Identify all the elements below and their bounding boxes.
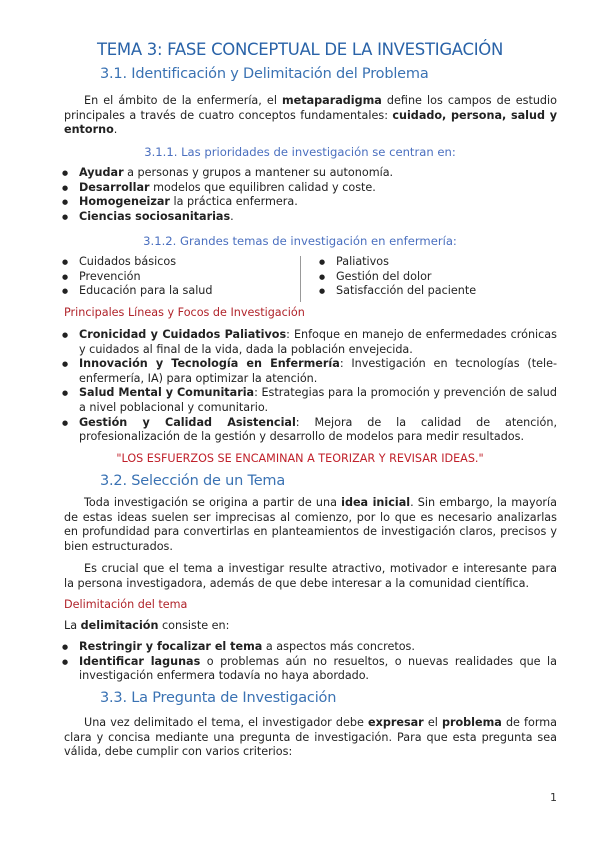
topics-list-right [317,255,557,299]
list-item: ● Cronicidad y Cuidados Paliativos: Enfoque en manejo de enfermedades crónicas y cuidados al final de la vida, dada la población envejecida. [60,328,557,357]
list-item: ● Desarrollar modelos que equilibren calidad y coste. [60,181,557,196]
list-item: ● Prevención [60,270,295,285]
list-item: ● Educación para la salud [60,284,295,299]
list-item: ● Gestión del dolor [317,270,557,285]
list-item: ● Satisfacción del paciente [317,284,557,299]
section-heading-3-2: 3.2. Selección de un Tema [100,473,286,489]
paragraph-idea-inicial: Toda investigación se origina a partir de una idea inicial. Sin embargo, la mayoría de estas ideas suelen ser imprecisas al comienzo, por lo que es necesario analizarlas en profundidad para convertirlas en planteamientos de investigación claros, precisos y bien estructurados. [64,496,557,553]
delimitation-heading: Delimitación del tema [64,598,188,611]
research-lines-list [60,328,557,445]
delimitation-list [60,640,557,684]
list-item: ● Innovación y Tecnología en Enfermería: Investigación en tecnologías (tele-enfermería, IA) para optimizar la atención. [60,357,557,386]
list-item: ● Restringir y focalizar el tema a aspectos más concretos. [60,640,557,655]
lines-heading: Principales Líneas y Focos de Investigación [64,306,305,319]
section-heading-3-1: 3.1. Identificación y Delimitación del Problema [100,66,429,82]
paragraph-interes: Es crucial que el tema a investigar resulte atractivo, motivador e interesante para la persona investigadora, además de que debe interesar a la comunidad científica. [64,562,557,590]
list-item: ● Ciencias sociosanitarias. [60,210,557,225]
list-item: ● Identificar lagunas o problemas aún no resueltos, o nuevas realidades que la investigación enfermera todavía no haya abordado. [60,655,557,684]
section-heading-3-3: 3.3. La Pregunta de Investigación [100,690,337,706]
list-item: ● Homogeneizar la práctica enfermera. [60,195,557,210]
list-item: ● Gestión y Calidad Asistencial: Mejora de la calidad de atención, profesionalización de la gestión y desarrollo de modelos para medir resultados. [60,416,557,445]
page-number: 1 [550,791,557,804]
highlight-quote: "LOS ESFUERZOS SE ENCAMINAN A TEORIZAR Y REVISAR IDEAS." [116,452,484,465]
paragraph-metaparadigma: En el ámbito de la enfermería, el metaparadigma define los campos de estudio principales a través de cuatro conceptos fundamentales: cuidado, persona, salud y entorno. [64,94,557,137]
paragraph-delimitacion: La delimitación consiste en: [64,619,230,632]
list-item: ● Ayudar a personas y grupos a mantener su autonomía. [60,166,557,181]
page-title: TEMA 3: FASE CONCEPTUAL DE LA INVESTIGACIÓN [96,40,504,59]
list-item: ● Paliativos [317,255,557,270]
list-item: ● Salud Mental y Comunitaria: Estrategias para la promoción y prevención de salud a nivel poblacional y comunitario. [60,386,557,415]
subheading-3-1-1: 3.1.1. Las prioridades de investigación se centran en: [144,145,456,159]
list-item: ● Cuidados básicos [60,255,295,270]
paragraph-pregunta: Una vez delimitado el tema, el investigador debe expresar el problema de forma clara y concisa mediante una pregunta de investigación. Para que esta pregunta sea válida, debe cumplir con varios criterios: [64,716,557,759]
topics-list-left [60,255,295,299]
priorities-list [60,166,557,224]
subheading-3-1-2: 3.1.2. Grandes temas de investigación en enfermería: [143,234,457,248]
column-divider [300,256,301,302]
